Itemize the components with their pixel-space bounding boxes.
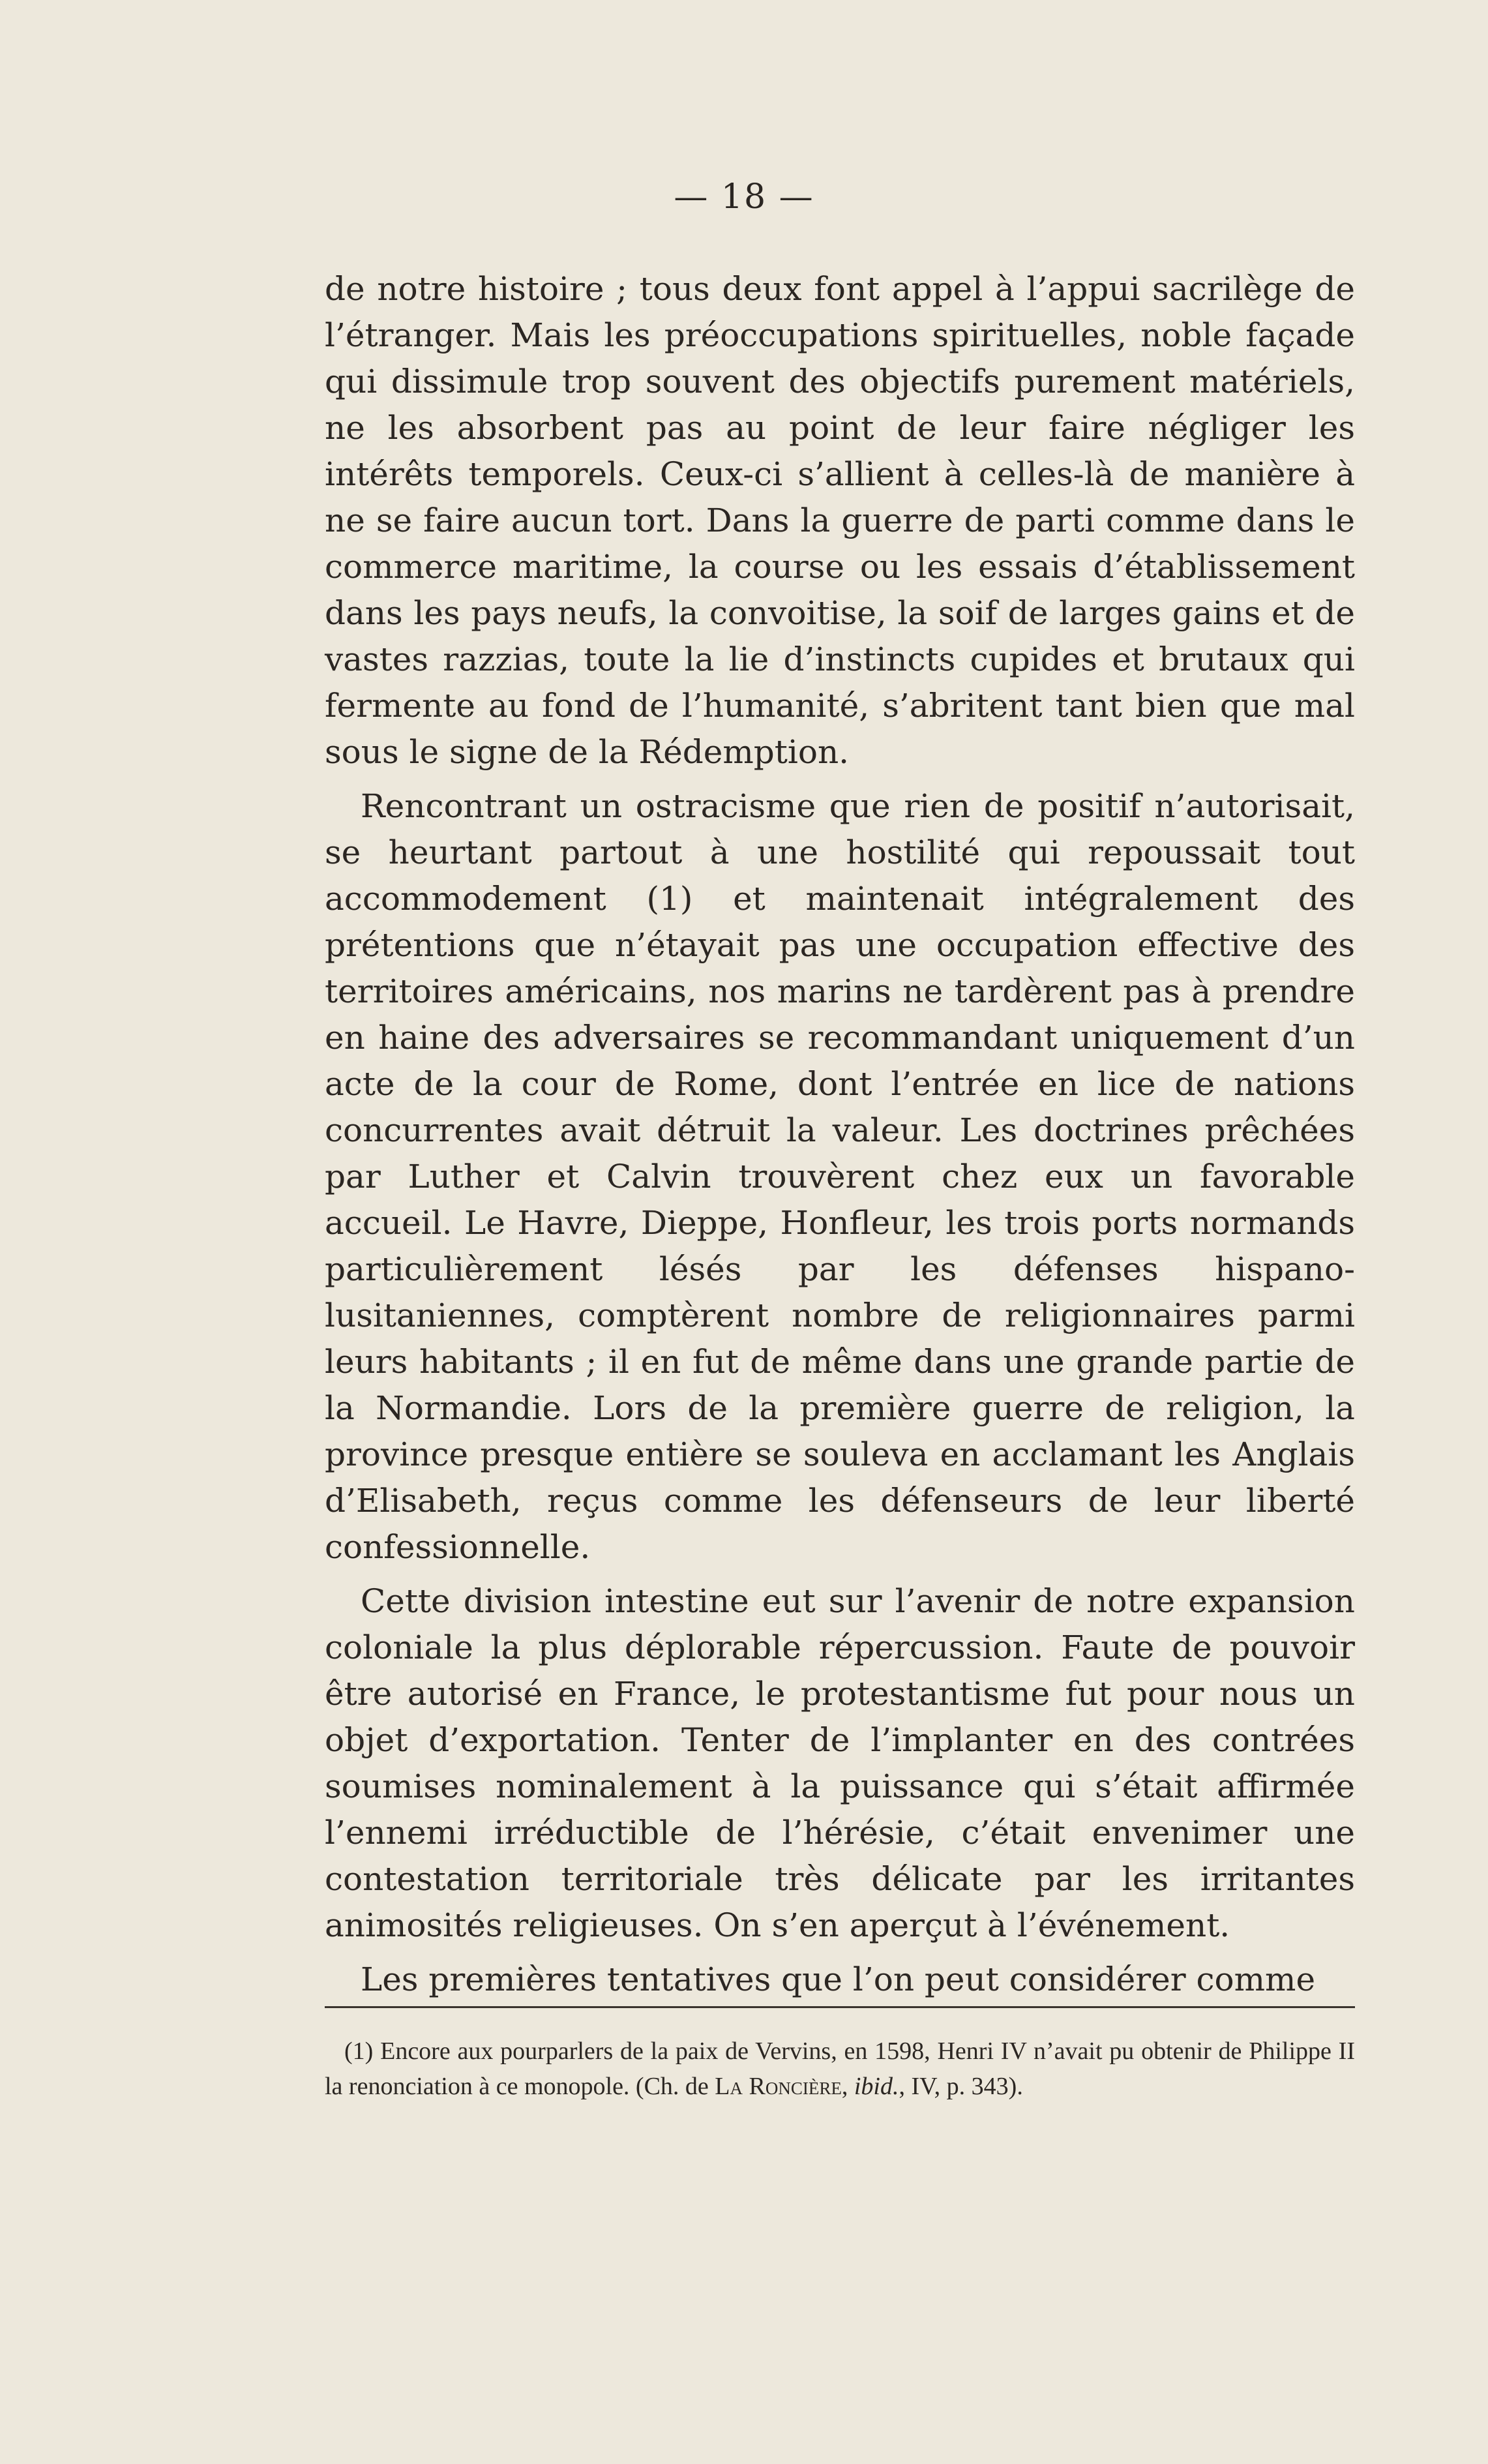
footnote-rule (325, 2006, 1355, 2008)
footnote-author: La Roncière (715, 2073, 842, 2100)
paragraph-3: Cette division intestine eut sur l’avenir de notre expansion coloniale la plus déplorable répercussion. Faute de pouvoir être autorisé en France, le protestantisme fut pour nous un objet d’exportation. Tenter de l’implanter en des contrées soumises nominalement à la puissance qui s’était affirmée l’ennemi irréductible de l’hérésie, c’était envenimer une contestation territoriale très délicate par les irritantes animosités religieuses. On s’en aperçut à l’événement. (325, 1582, 1355, 1944)
footnote-separator: , (841, 2073, 854, 2100)
footnote-text-end: , IV, p. 343). (899, 2073, 1023, 2100)
page-number: — 18 — (674, 177, 814, 217)
footnote (325, 2034, 1355, 2104)
paragraph-2: Rencontrant un ostracisme que rien de positif n’autorisait, se heurtant partout à une hostilité qui repoussait tout accommodement (1) et maintenait intégralement des prétentions que n’étayait pas une occupation effective des territoires américains, nos marins ne tardèrent pas à prendre en haine des adversaires se recommandant uniquement d’un acte de la cour de Rome, dont l’entrée en lice de nations concurrentes avait détruit la valeur. Les doctrines prêchées par Luther et Calvin trouvèrent chez eux un favorable accueil. Le Havre, Dieppe, Honfleur, les trois ports normands particulièrement lésés par les défenses hispano-lusitaniennes, comptèrent nombre de religionnaires parmi leurs habitants ; il en fut de même dans une grande partie de la Normandie. Lors de la première guerre de religion, la province presque entière se souleva en acclamant les Anglais d’Elisabeth, reçus comme les défenseurs de leur liberté confessionnelle. (325, 787, 1355, 1566)
paragraph-4: Les premières tentatives que l’on peut considérer comme (361, 1961, 1316, 1998)
footnote-text-start: (1) Encore aux pourparlers de la paix de Vervins, en 1598, Henri IV n’avait pu obtenir de Philippe II la renonciation à ce monopole. (Ch. de (325, 2037, 1355, 2100)
body-text (325, 266, 1355, 2011)
footnote-ibid: ibid. (854, 2073, 899, 2100)
paragraph-1: de notre histoire ; tous deux font appel à l’appui sacrilège de l’étranger. Mais les préoccupations spirituelles, noble façade qui dissimule trop souvent des objectifs purement matériels, ne les absorbent pas au point de leur faire négliger les intérêts temporels. Ceux-ci s’allient à celles-là de manière à ne se faire aucun tort. Dans la guerre de parti comme dans le commerce maritime, la course ou les essais d’établissement dans les pays neufs, la convoitise, la soif de larges gains et de vastes razzias, toute la lie d’instincts cupides et brutaux qui fermente au fond de l’humanité, s’abritent tant bien que mal sous le signe de la Rédemption. (325, 270, 1355, 771)
